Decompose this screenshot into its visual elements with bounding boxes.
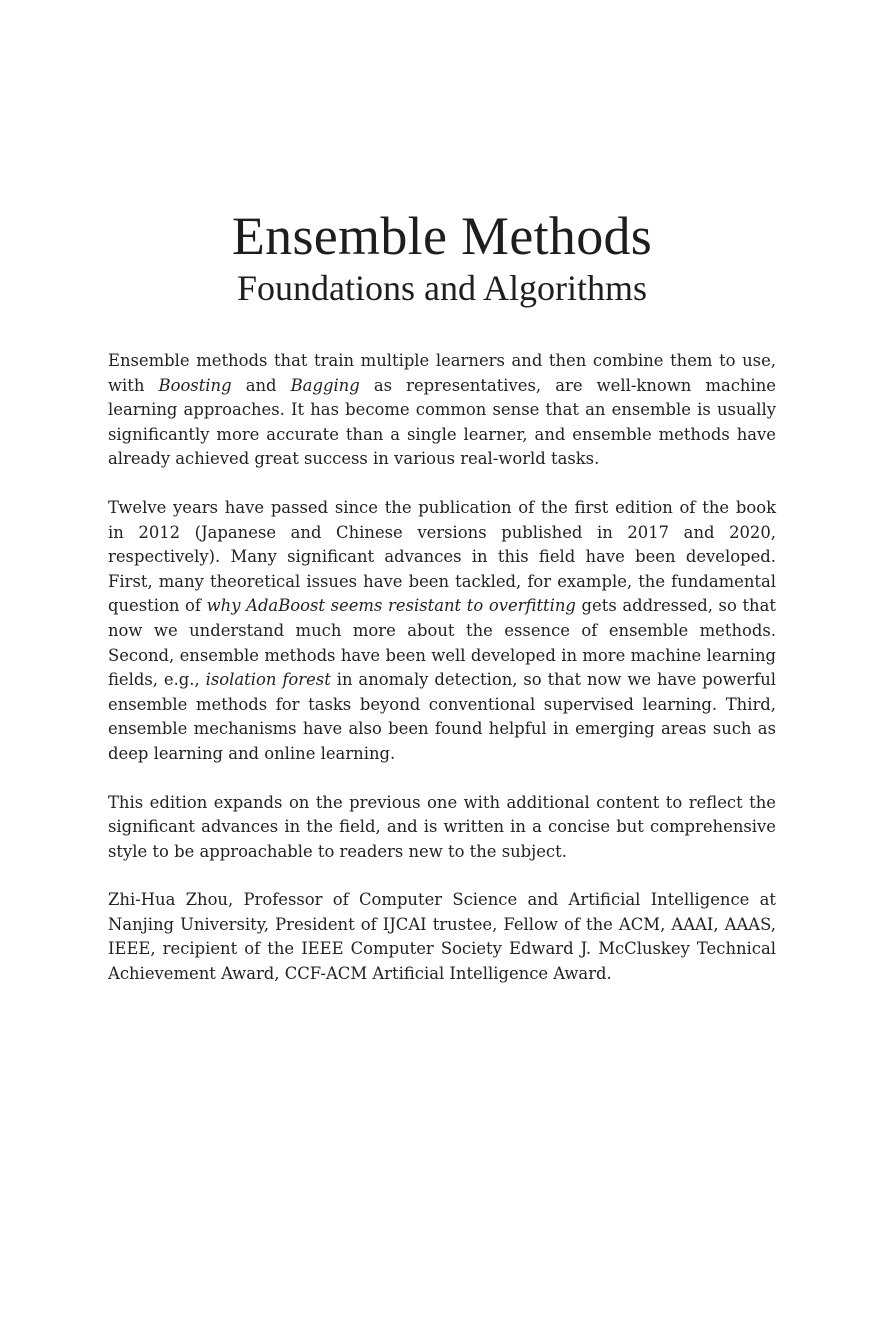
text-run: Twelve years have passed since the publication of the first edition of the book in 2012 (Japanese and Chinese versions published in 2017 and 2020, respectively). Many significant advances in this field have been developed. First, many theoretical issues have been tackled, for example, the fundamental question of: [108, 497, 776, 616]
blurb-body: [108, 349, 776, 1011]
title-block: [108, 206, 776, 310]
italic-term: isolation forest: [205, 670, 331, 690]
book-subtitle: Foundations and Algorithms: [236, 268, 647, 308]
text-run: in anomaly detection, so that now we have powerful ensemble methods for tasks beyond conventional supervised learning. Third, ensemble mechanisms have also been found helpful in emerging areas such as deep learning and online learning.: [108, 670, 776, 763]
book-title: Ensemble Methods: [231, 206, 653, 266]
text-run: as representatives, are well-known machine learning approaches. It has become common sense that an ensemble is usually significantly more accurate than a single learner, and ensemble methods have already achieved great success in various real-world tasks.: [108, 375, 776, 469]
blurb-paragraph-edition: [108, 791, 776, 865]
italic-term: Bagging: [290, 375, 360, 395]
blurb-paragraph-advances: [108, 496, 776, 767]
text-run: and: [231, 375, 291, 395]
author-bio-paragraph: [108, 888, 776, 986]
text-run: gets addressed, so that now we understand much more about the essence of ensemble methods. Second, ensemble methods have been well developed in more machine learning fields, e.g.,: [108, 596, 776, 690]
blurb-paragraph-intro: [108, 349, 776, 472]
italic-term: Boosting: [158, 375, 232, 395]
italic-term: why AdaBoost seems resistant to overfitting: [206, 596, 576, 616]
text-run: This edition expands on the previous one with additional content to reflect the significant advances in the field, and is written in a concise but comprehensive style to be approachable to readers new to the subject.: [108, 792, 776, 861]
text-run: Ensemble methods that train multiple learners and then combine them to use, with: [108, 351, 776, 395]
text-run: Zhi-Hua Zhou, Professor of Computer Science and Artificial Intelligence at Nanjing University, President of IJCAI trustee, Fellow of the ACM, AAAI, AAAS, IEEE, recipient of the IEEE Computer Society Edward J. McCluskey Technical Achievement Award, CCF-ACM Artificial Intelligence Award.: [108, 890, 776, 984]
